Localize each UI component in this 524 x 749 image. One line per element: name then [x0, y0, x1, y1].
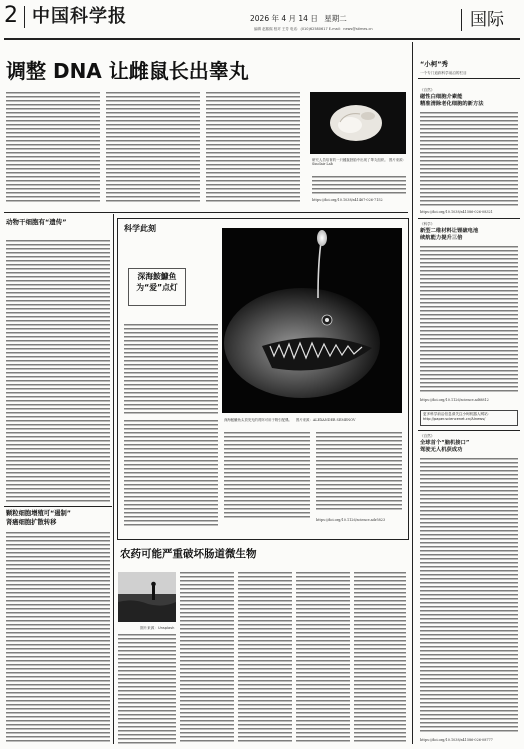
sidebar-info-text [423, 412, 515, 422]
feature-doi: https://doi.org/10.1126/science.adr5823 [316, 518, 386, 522]
feature-body-col1 [124, 324, 218, 414]
feature-title [130, 271, 184, 293]
section-name: 国际 [470, 10, 504, 30]
lead-doi: https://doi.org/10.1038/s41467-026-7152 [312, 198, 383, 202]
header-rule [4, 38, 520, 40]
sidebar-item2-title [420, 228, 478, 242]
sidebar-item3-title-line2: 驾驶无人机获成功 [420, 446, 463, 453]
sidebar-item1-title [420, 94, 484, 108]
mouse-embryo-image [310, 92, 406, 154]
lead-body-col4 [312, 176, 406, 196]
farm-field-image [118, 572, 176, 622]
left-story2-headline-line2: 肾癌细胞扩散转移 [6, 518, 57, 526]
sidebar-item1-doi: https://doi.org/10.1038/s41586-026-08321 [420, 210, 493, 214]
left-story1-body [6, 240, 110, 502]
sidebar-item2-label: 《科学》 [420, 222, 435, 226]
bottom-headline: 农药可能严重破坏肠道微生物 [120, 548, 257, 560]
bottom-body-col2 [238, 572, 292, 744]
lead-photo-caption-text: 研究人员培育的一只雌鼠胚胎中出现了睾丸组织。 [312, 158, 388, 162]
feature-title-line1: 深海鮟鱇鱼 [137, 272, 177, 281]
sidebar-item2-title-line1: 新型二维材料让锂硫电池 [420, 228, 479, 234]
paper-name: 中国科学报 [32, 6, 127, 27]
bottom-photo-credit: 图片来源：Unsplash [140, 626, 175, 630]
editor-line: 编辑 赵熙熙 校对 王芳 电话：(010)62580617 E-mail：news@stimes.cn [254, 27, 373, 31]
left-story2-headline-line1: 颗粒细胞增殖可“遏制” [6, 510, 71, 517]
sidebar-column-subtitle: 一个专门追踪科学前沿的栏目 [420, 71, 467, 75]
sidebar-divider [412, 42, 413, 744]
left-story2-headline [6, 510, 71, 527]
bottom-body-col4 [354, 572, 406, 744]
left-story2-body [6, 532, 110, 744]
bottom-body-col0 [118, 634, 176, 744]
issue-date-line [250, 14, 347, 23]
sidebar-item3-doi: https://doi.org/10.1038/s41586-026-08777 [420, 738, 493, 742]
left-story1-headline: 动物干细胞有“遗传” [6, 218, 67, 226]
feature-body-col1b [124, 420, 218, 528]
feature-body-col3 [316, 432, 402, 512]
sidebar-item1-body [420, 112, 518, 206]
bottom-body-col3 [296, 572, 350, 744]
feature-photo [222, 228, 402, 413]
feature-photo-caption-text: 深海鮟鱇鱼头顶发光的诱饵可用于吸引配偶。 [224, 418, 292, 422]
lead-body-col3 [206, 92, 300, 204]
feature-label: 科学此刻 [124, 224, 156, 233]
issue-date: 2026 年 4 月 14 日 [250, 14, 318, 23]
left-story-divider [4, 506, 112, 507]
feature-body-col2 [224, 432, 310, 520]
section-divider [461, 9, 462, 31]
feature-photo-credit: 图片来源：ALEXANDER SEMENOV [295, 418, 356, 422]
feature-title-line2: 为“爱”点灯 [136, 283, 178, 292]
sidebar-item2-title-line2: 续航能力提升三倍 [420, 234, 463, 241]
sidebar-item2-doi: https://doi.org/10.1126/science.adt8812 [420, 398, 489, 402]
page-number: 2 [4, 3, 18, 28]
lead-photo [310, 92, 406, 154]
sidebar-item1-title-line1: 磁性白细胞介素能 [420, 94, 463, 100]
sidebar-top-rule [418, 78, 520, 79]
page-number-divider [24, 6, 25, 28]
lead-photo-caption [312, 158, 406, 172]
left-column-divider [113, 214, 114, 744]
sidebar-info-link[interactable]: http://paper.sciencenet.cn/AInews/ [423, 417, 486, 421]
feature-photo-caption [224, 418, 402, 427]
sidebar-item2-body [420, 246, 518, 394]
lead-body-col2 [106, 92, 200, 204]
bottom-body-col1 [180, 572, 234, 744]
lead-bottom-rule [4, 212, 408, 213]
page-header [0, 0, 524, 40]
sidebar-item1-title-line2: 精准清除老化细胞的新方法 [420, 100, 484, 107]
sidebar-info-text-line1: 更多科学前沿信息请关注小柯机器人网站： [423, 412, 492, 416]
sidebar-item1-label: 《自然》 [420, 88, 435, 92]
sidebar-item-divider1 [418, 218, 520, 219]
sidebar-item3-title [420, 440, 469, 454]
sidebar-column-name: “小柯”秀 [420, 60, 449, 68]
sidebar-item-divider2 [418, 430, 520, 431]
bottom-photo [118, 572, 176, 622]
anglerfish-image [222, 228, 402, 413]
sidebar-item3-body [420, 458, 518, 734]
lead-headline: 调整 DNA 让雌鼠长出睾丸 [6, 59, 249, 83]
lead-body-col1 [6, 92, 100, 204]
sidebar-item3-title-line1: 全球首个“脑机接口” [420, 440, 470, 446]
lead-photo-credit: 图片来源：Sinclair Lab [312, 158, 406, 167]
issue-weekday: 星期二 [324, 14, 347, 23]
sidebar-item3-label: 《自然》 [420, 434, 435, 438]
